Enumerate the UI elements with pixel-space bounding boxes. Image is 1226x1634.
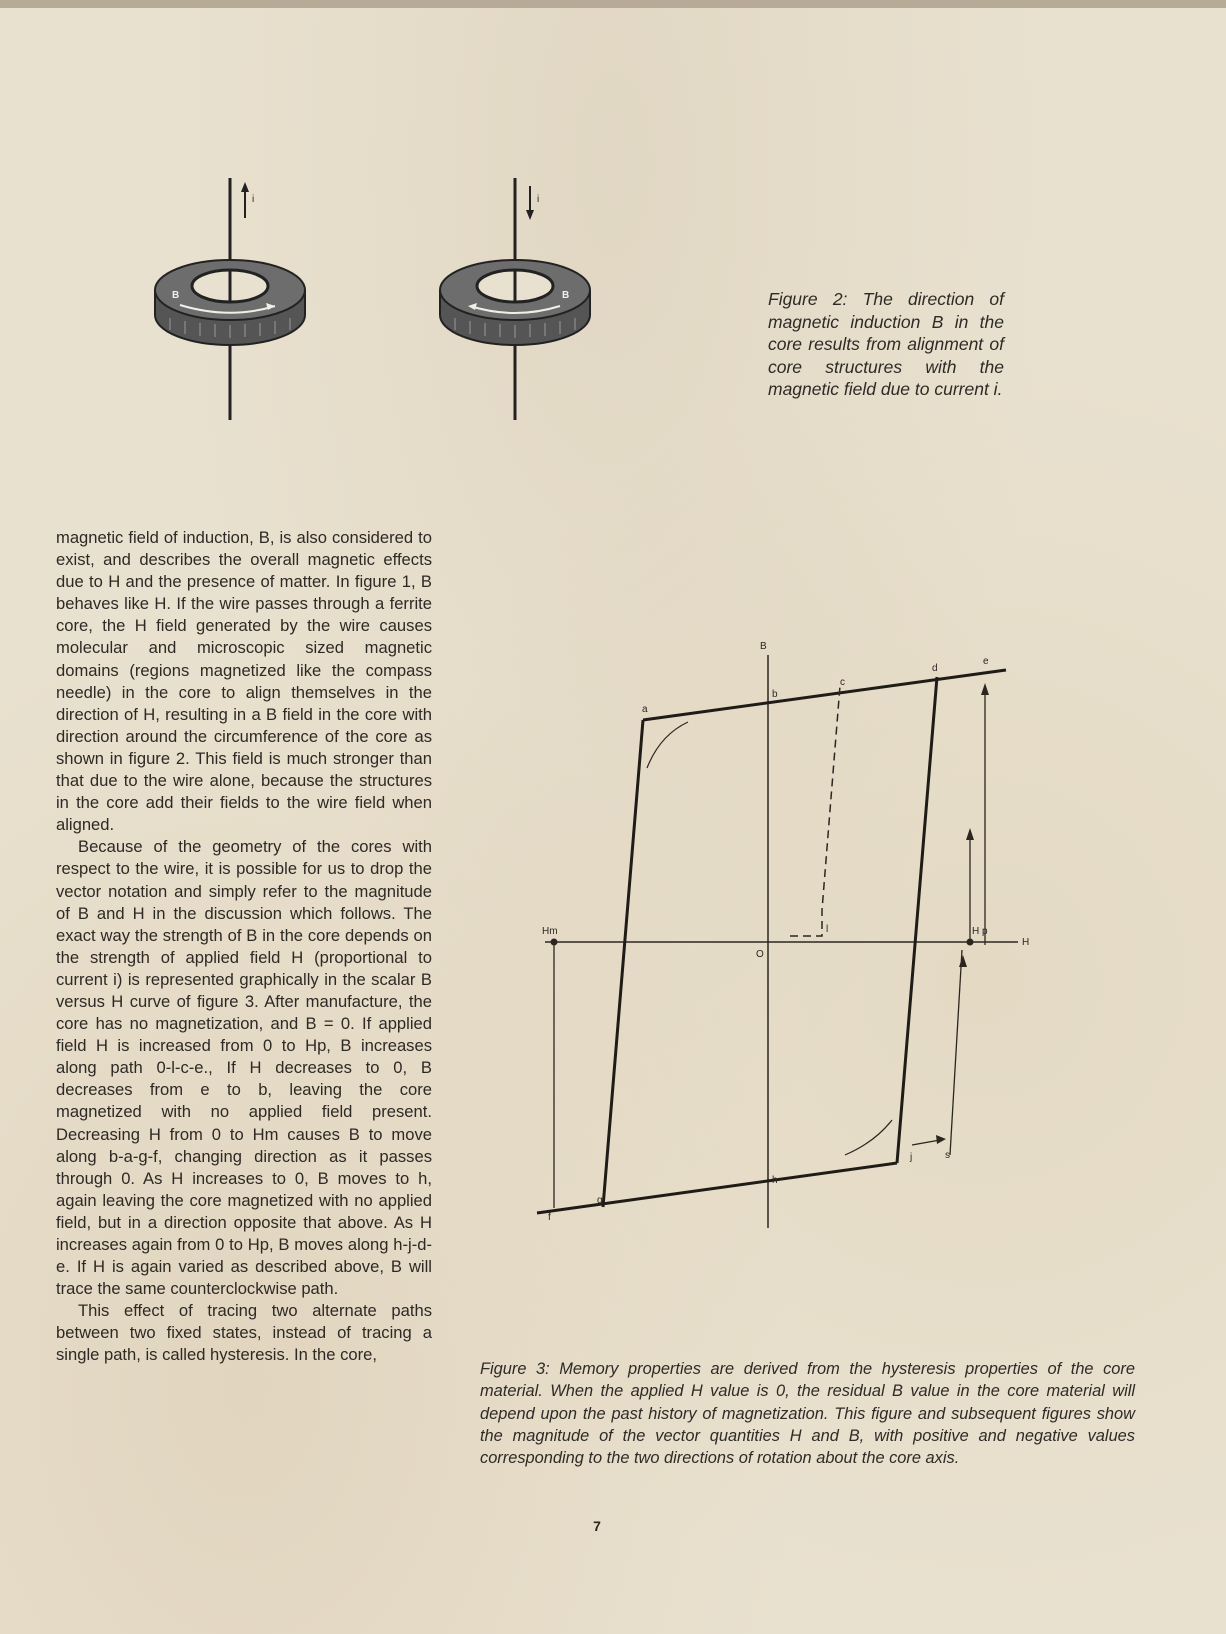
figure-3-hysteresis-loop [540,641,1100,1290]
body-paragraph-3: This effect of tracing two alternate paths between two fixed states, instead of tracing a single path, is called hysteresis. In the core, [56,1301,432,1365]
page-edge-strip [0,0,1226,8]
point-h-label: h [772,1175,778,1186]
point-s-label: s [945,1150,950,1161]
figure-2-caption: Figure 2: The direction of magnetic induction B in the core results from alignment of core structures with the magnetic field due to current i. [768,289,1004,399]
b-axis-label: B [760,641,767,652]
hm-label: Hm [542,926,558,937]
figure-2-cores [150,170,620,450]
right-core [440,178,590,420]
point-e-label: e [983,656,989,667]
point-f-label: f [548,1212,551,1223]
right-core-current-label: i [537,194,540,205]
right-core-b-label: B [562,290,570,301]
left-core-current-label: i [252,194,255,205]
point-j-label: j [910,1152,913,1163]
h-axis-label: H [1022,937,1030,948]
point-g-label: g [597,1195,603,1206]
body-text-column [56,527,432,1367]
point-b-label: b [772,689,778,700]
body-paragraph-2: Because of the geometry of the cores with respect to the wire, it is possible for us to drop the vector notation and simply refer to the magnitude of B and H in the discussion which follows. The exact way the strength of B in the core depends on the strength of applied field H (proportional to current i) is represented graphically in the scalar B versus H curve of figure 3. After manufacture, the core has no magnetization, and B = 0. If applied field H is increased from 0 to Hp, B increases along path 0-l-c-e., If H decreases to 0, B decreases from e to b, leaving the core magnetized with no applied field present. Decreasing H from 0 to Hm causes B to move along b-a-g-f, changing direction as it passes through 0. As H increases to 0, B moves to h, again leaving the core magnetized with no applied field, but in a direction opposite that above. As H increases again from 0 to Hp, B moves along h-j-d-e. If H is again varied as described above, B will trace the same counterclockwise path. [56,837,432,1299]
left-core-b-label: B [172,290,180,301]
origin-label: O [756,949,764,960]
point-l-label: l [826,924,829,935]
figure-3-caption: Figure 3: Memory properties are derived from the hysteresis properties of the core material. When the applied H value is 0, the residual B value in the core material will depend upon the past history of magnetization. This figure and subsequent figures show the magnitude of the vector quantities H and B, with positive and negative values corresponding to the two directions of rotation about the core axis. [480,1360,1135,1468]
hp-label: H p [972,926,988,937]
body-paragraph-1: magnetic field of induction, B, is also considered to exist, and describes the overall magnetic effects due to H and the presence of matter. In figure 1, B behaves like H. If the wire passes through a ferrite core, the H field generated by the wire causes molecular and microscopic sized magnetic domains (regions magnetized like the compass needle) in the core to align themselves in the direction of H, resulting in a B field in the core with direction around the circumference of the core as shown in figure 2. This field is much stronger than that due to the wire alone, because the structures in the core add their fields to the wire field when aligned. [56,528,432,835]
page-number: 7 [593,1518,601,1534]
left-core [155,178,305,420]
point-d-label: d [932,663,938,674]
point-a-label: a [642,704,648,715]
initial-magnetization-path [790,686,840,936]
point-c-label: c [840,677,845,688]
